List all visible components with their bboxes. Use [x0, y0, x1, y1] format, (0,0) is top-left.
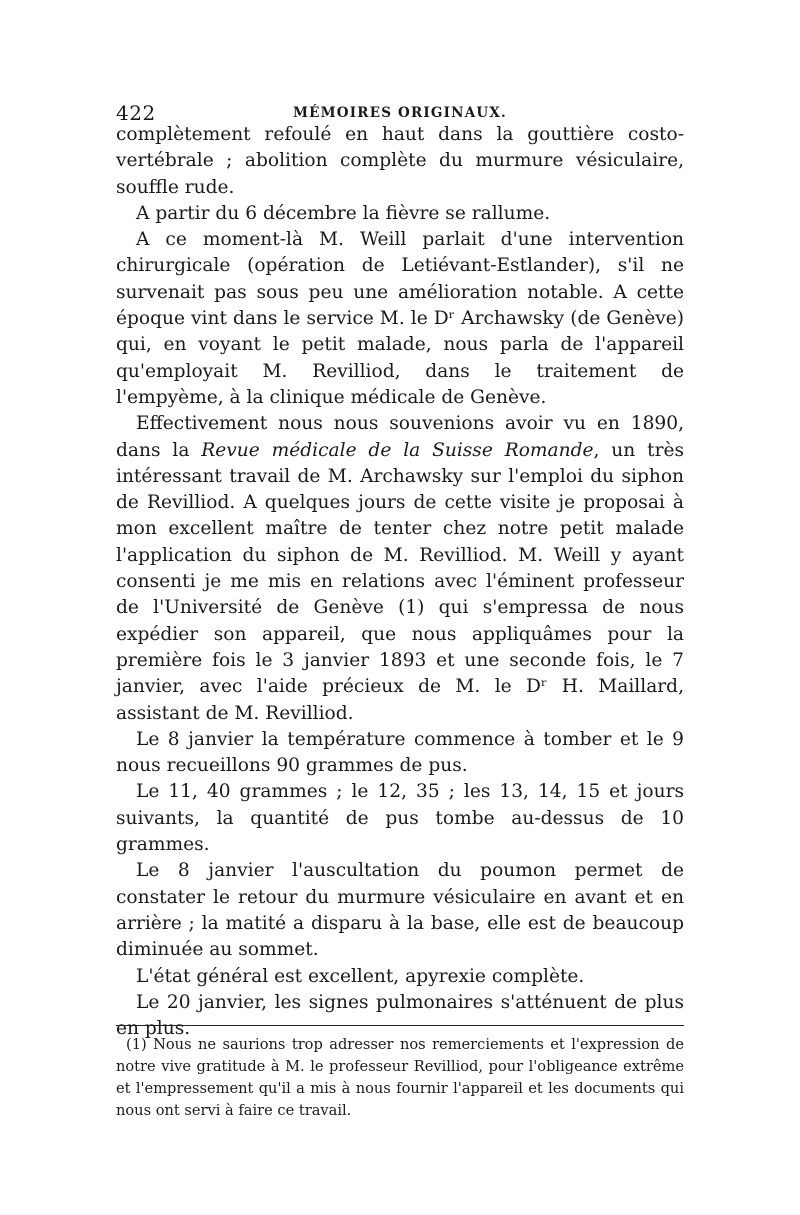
footnote-divider	[116, 1025, 684, 1026]
paragraph-3: A ce moment-là M. Weill parlait d'une intervention chirurgicale (opération de Letiévant-Estlander), s'il ne survenait pas sous peu une amélioration notable. A cette époque vint dans le service M. le Dʳ Archawsky (de Genève) qui, en voyant le petit malade, nous parla de l'appareil qu'employait M. Revilliod, dans le traitement de l'empyème, à la clinique médicale de Genève.	[116, 229, 684, 408]
paragraph-4	[116, 411, 684, 727]
paragraph-1: complètement refoulé en haut dans la gouttière costo-vertébrale ; abolition complète du murmure vésiculaire, souffle rude.	[116, 124, 684, 198]
paragraph-4-end: , un très intéressant travail de M. Archawsky sur l'emploi du siphon de Revilliod. A quelques jours de cette visite je proposai à mon excellent maître de tenter chez notre petit malade l'application du siphon de M. Revilliod. M. Weill y ayant consenti je me mis en relations avec l'éminent professeur de l'Université de Genève (1) qui s'empressa de nous expédier son appareil, que nous appliquâmes pour la première fois le 3 janvier 1893 et une seconde fois, le 7 janvier, avec l'aide précieux de M. le Dʳ H. Maillard, assistant de M. Revilliod.	[116, 439, 685, 724]
paragraph-7: Le 8 janvier l'auscultation du poumon permet de constater le retour du murmure vésiculaire en avant et en arrière ; la matité a disparu à la base, elle est de beaucoup diminuée au sommet.	[116, 860, 684, 961]
paragraph-5: Le 8 janvier la température commence à tomber et le 9 nous recueillons 90 grammes de pus.	[116, 728, 684, 777]
paragraph-2: A partir du 6 décembre la fièvre se rallume.	[136, 202, 551, 224]
paragraph-4-start: Effectivement nous nous souvenions avoir vu en 1890, dans la	[116, 413, 684, 461]
journal-title: Revue médicale de la Suisse Romande	[201, 439, 594, 461]
footnote-text: (1) Nous ne saurions trop adresser nos remerciements et l'expression de notre vive gratitude à M. le professeur Revilliod, pour l'obligeance extrême et l'empressement qu'il a mis à nous fournir l'appareil et les documents qui nous ont servi à faire ce travail.	[116, 1036, 684, 1119]
page-number: 422	[116, 101, 156, 125]
footnote	[116, 1034, 684, 1122]
paragraph-9: Le 20 janvier, les signes pulmonaires s'atténuent de plus en plus.	[116, 991, 684, 1040]
paragraph-6: Le 11, 40 grammes ; le 12, 35 ; les 13, 14, 15 et jours suivants, la quantité de pus tombe au-dessus de 10 grammes.	[116, 781, 684, 856]
body-text	[116, 122, 684, 1042]
paragraph-8: L'état général est excellent, apyrexie complète.	[136, 965, 585, 987]
running-title: MÉMOIRES ORIGINAUX.	[293, 105, 507, 121]
